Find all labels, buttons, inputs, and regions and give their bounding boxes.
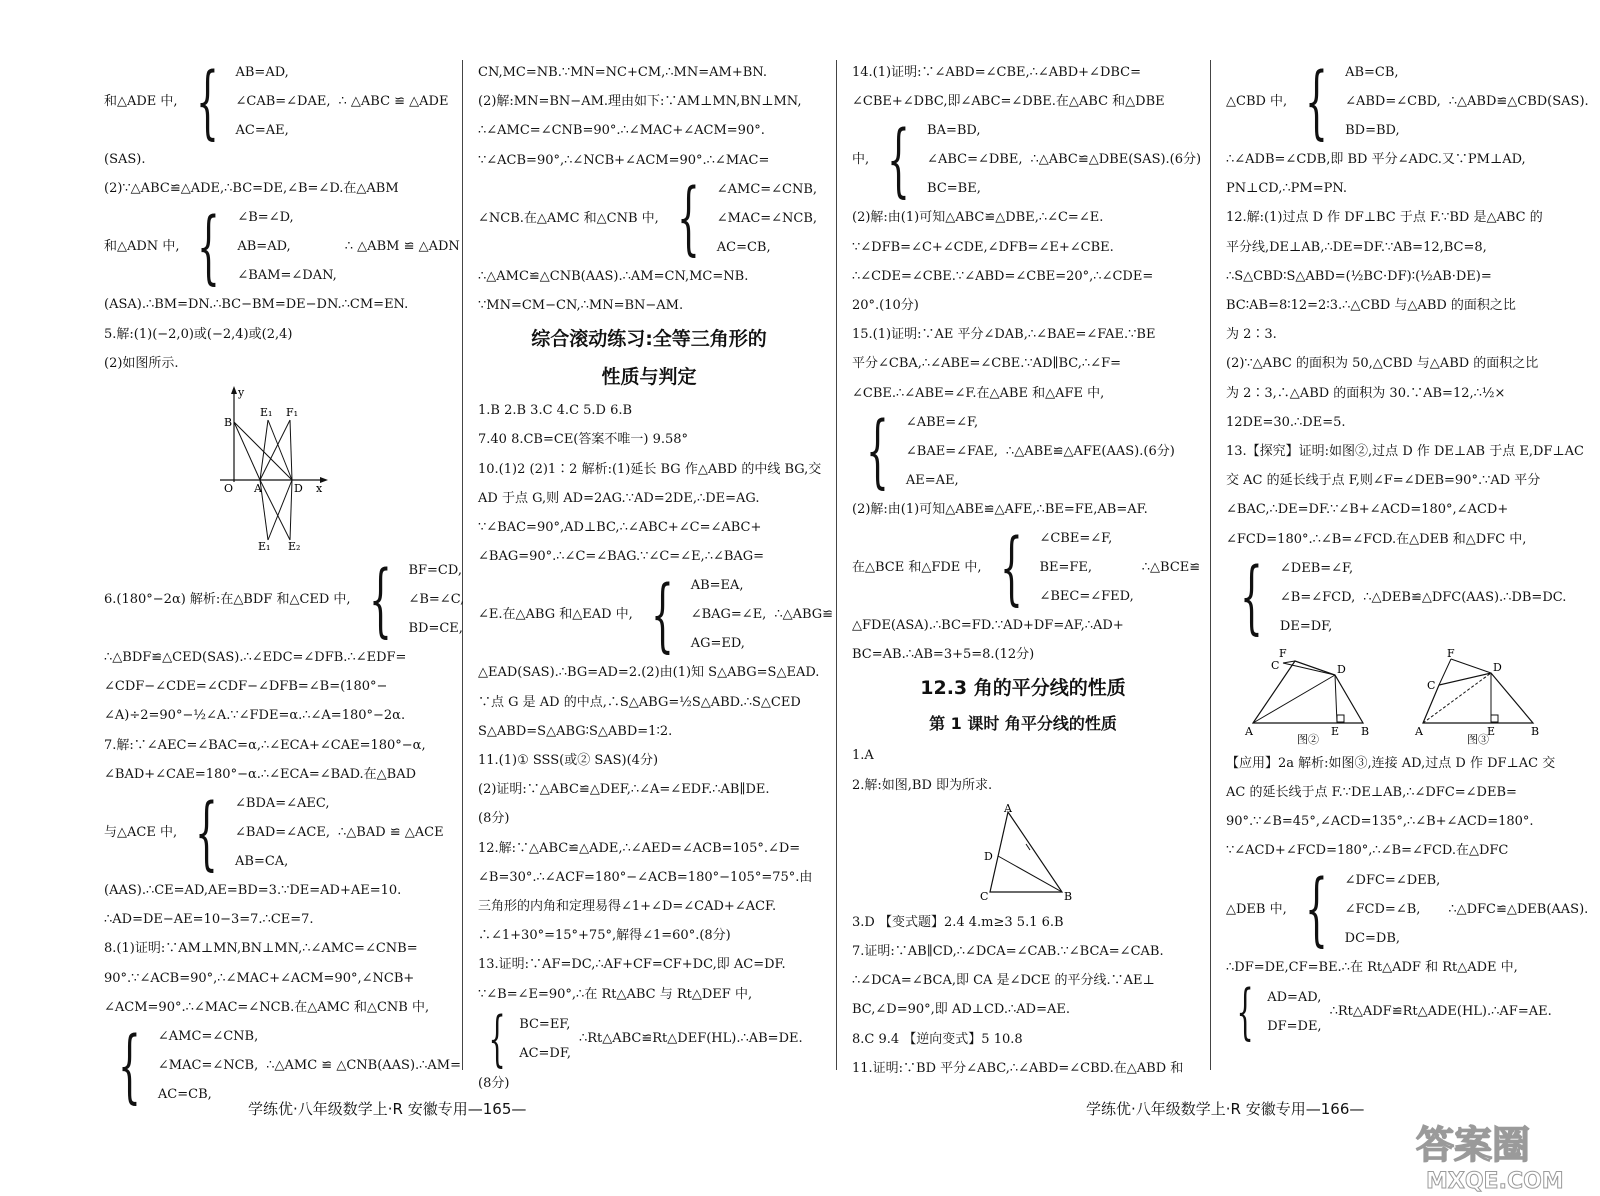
point-label: B [224,416,233,430]
point-label: B [1064,889,1073,903]
text-line: ∠E.在△ABG 和△EAD 中, [478,607,633,623]
lesson-heading: 第 1 课时 角平分线的性质 [929,714,1117,734]
equation-system [478,567,834,661]
system-row: ∠B=∠C, [408,592,465,608]
text-line: 和△ADE 中, [104,93,178,109]
text-line: ∵∠ACD+∠FCD=180°,∴∠B=∠FCD.在△DFC [1226,843,1509,859]
point-label: E₂ [288,540,301,554]
equation-system [104,552,465,646]
text-line: ∠A)÷2=90°−½∠A.∵∠FDE=α.∴∠A=180°−2α. [104,708,406,724]
watermark-logo [1410,1112,1586,1192]
brace: { [676,171,700,265]
point-label: A [1245,724,1253,738]
text-line: 中, [852,152,870,168]
text-line: (2)解:由(1)可知△ABE≌△AFE,∴BE=FE,AB=AF. [852,501,1148,517]
text-line: BC=AB.∴AB=3+5=8.(12分) [852,647,1035,663]
text-line: 三角形的内角和定理易得∠1+∠D=∠CAD+∠ACF. [478,899,777,915]
text-line: ∴△AMC≌△CNB(AAS).∴AM=CN,MC=NB. [478,268,749,284]
system-row: AB=AD, [235,65,289,80]
equation-system [478,171,820,265]
system-row: AB=CA, [235,854,289,870]
figure-caption: 图③ [1467,732,1489,746]
system-row: AC=AE, [235,123,289,138]
system-row: BD=BD, [1345,123,1400,138]
brace: { [195,54,219,148]
text-line: △EAD(SAS).∴BG=AD=2.(2)由(1)知 S△ABG=S△EAD. [478,665,820,681]
equation-system [478,1003,820,1074]
watermark-url: MXQE.COM [1426,1169,1564,1194]
system-row: ∠DFC=∠DEB, [1344,872,1441,888]
text-line: 和△ADN 中, [104,239,180,255]
text-line: 14.(1)证明:∵∠ABD=∠CBE,∴∠ABD+∠DBC= [852,65,1142,80]
system-row: ∠BEC=∠FED, [1039,589,1134,605]
page-footer-right: 学练优·八年级数学上·R 安徽专用—166— [1086,1100,1365,1118]
point-label: E [1487,724,1496,738]
system-row: ∠FCD=∠B, [1344,901,1421,917]
text-line: ∵∠ACB=90°,∴∠NCB+∠ACM=90°.∴∠MAC= [478,152,770,168]
system-row: ∠BAE=∠FAE, [905,443,998,459]
system-row: ∠ABE=∠F, [905,414,979,430]
system-row: ∠BDA=∠AEC, [235,796,330,812]
brace: { [195,785,219,879]
text-line: △DEB 中, [1226,901,1287,917]
text-line: BC∶AB=8∶12=2∶3.∴△CBD 与△ABD 的面积之比 [1226,298,1516,314]
text-line: ∴△BAD ≌ △ACE [338,824,444,840]
system-row: AG=ED, [690,636,745,652]
text-line: 为 2∶3,∴△ABD 的面积为 30.∵AB=12,∴½× [1226,385,1506,401]
point-label: A [254,482,262,496]
equation-system [104,785,446,879]
figure-row [1226,645,1570,745]
text-line: ∴△BCE≌ [1141,559,1201,575]
point-label: C [980,889,989,903]
text-line: ∴△DEB≌△DFC(AAS).∴DB=DC. [1363,589,1567,605]
text-line: 平分∠CBA,∴∠ABE=∠CBE.∵AD∥BC,∴∠F= [852,356,1121,372]
system-row: AC=DF, [519,1045,571,1061]
column-divider [836,60,837,1070]
text-line: ∠BAG=90°.∴∠C=∠BAG.∵∠C=∠E,∴∠BAG= [478,549,765,565]
brace: { [1236,976,1254,1047]
point-label: A [1004,801,1012,815]
column-4 [1226,54,1589,1078]
point-label: F [1279,646,1287,660]
text-line: ∴∠ADB=∠CDB,即 BD 平分∠ADC.又∵PM⊥AD, [1226,152,1526,167]
text-line: ∵∠BAC=90°,AD⊥BC,∴∠ABC+∠C=∠ABC+ [478,520,762,536]
point-label: D [1493,660,1502,674]
coordinate-figure [220,382,330,552]
text-line: 15.(1)证明:∵AE 平分∠DAB,∴∠BAE=∠FAE.∵BE [852,327,1156,343]
text-line: ∴DF=DE,CF=BE.∴在 Rt△ADF 和 Rt△ADE 中, [1226,959,1518,975]
text-line: △FDE(ASA).∴BC=FD.∵AD+DF=AF,∴AD+ [852,618,1124,634]
brace: { [368,552,392,646]
point-label: B [1531,724,1540,738]
section-heading: 12.3 角的平分线的性质 [920,677,1126,700]
text-line: ∠ACM=90°.∴∠MAC=∠NCB.在△AMC 和△CNB 中, [104,999,430,1015]
text-line: ∵MN=CM−CN,∴MN=BN−AM. [478,298,684,314]
text-line: (2)∵△ABC≌△ADE,∴BC=DE,∠B=∠D.在△ABM [104,181,399,197]
text-line: ∠NCB.在△AMC 和△CNB 中, [478,210,659,226]
system-row: DE=DF, [1279,618,1333,634]
text-line: ∴△ABE≌△AFE(AAS).(6分) [1005,443,1175,459]
system-row: ∠ABC=∠DBE, [927,152,1023,168]
text-line: 7.证明:∵AB∥CD,∴∠DCA=∠CAB.∵∠BCA=∠CAB. [852,944,1164,960]
triangle-figure [968,801,1078,904]
text-line: CN,MC=NB.∵MN=NC+CM,∴MN=AM+BN. [478,65,767,80]
system-row: AC=CB, [716,239,771,255]
system-row: AD=AD, [1267,989,1322,1005]
text-line: ∠FCD=180°.∴∠B=∠FCD.在△DEB 和△DFC 中, [1226,531,1527,547]
figure-caption: 图② [1297,732,1319,746]
text-line: 7.解:∵∠AEC=∠BAC=α,∴∠ECA+∠CAE=180°−α, [104,737,426,753]
text-line: 1.A [852,748,874,764]
system-row: BA=BD, [927,123,981,139]
text-line: ∴△ABC≌△DBE(SAS).(6分) [1030,152,1202,168]
text-line: PN⊥CD,∴PM=PN. [1226,181,1348,197]
text-line: ∴ △ABM ≌ △ADN [344,239,460,255]
section-heading: 综合滚动练习:全等三角形的 [531,328,767,351]
text-line: 10.(1)2 (2)1∶2 解析:(1)延长 BG 作△ABD 的中线 BG,交 [478,461,822,477]
text-line: ∵∠DFB=∠C+∠CDE,∠DFB=∠E+∠CBE. [852,239,1114,255]
axis-label: y [238,386,245,400]
system-row: ∠BAD=∠ACE, [235,825,330,841]
text-line: ∴∠CDE=∠CBE.∵∠ABD=∠CBE=20°,∴∠CDE= [852,268,1154,284]
brace: { [1305,54,1329,148]
brace: { [887,112,911,206]
text-line: 13.证明:∵AF=DC,∴AF+CF=CF+DC,即 AC=DF. [478,957,786,973]
text-line: 为 2∶3. [1226,327,1277,343]
equation-system [104,54,449,148]
text-line: 90°.∵∠ACB=90°,∴∠MAC+∠ACM=90°,∠NCB+ [104,970,415,986]
text-line: ∴Rt△ABC≌Rt△DEF(HL).∴AB=DE. [578,1031,803,1047]
column-divider [1210,60,1211,1070]
system-row: ∠CBE=∠F, [1039,531,1113,547]
text-line: ∵∠B=∠E=90°,∴在 Rt△ABC 与 Rt△DEF 中, [478,986,753,1002]
text-line: ∴∠DCA=∠BCA,即 CA 是∠DCE 的平分线.∵AE⊥ [852,973,1155,989]
text-line: ∴∠1+30°=15°+75°,解得∠1=60°.(8分) [478,928,731,944]
text-line: (2)如图所示. [104,355,179,371]
system-row: ∠MAC=∠NCB, [157,1058,259,1074]
text-line: (SAS). [104,152,146,167]
text-line: ∴△ABG≌ [774,607,834,623]
text-line: ∴△DFC≌△DEB(AAS). [1448,901,1589,917]
system-row: ∠CAB=∠DAE, [235,94,331,109]
system-row: ∠B=∠D, [237,210,294,226]
text-line: 8.C 9.4 【逆向变式】5 10.8 [852,1031,1023,1047]
text-line: (2)∵△ABC 的面积为 50,△CBD 与△ABD 的面积之比 [1226,356,1539,372]
point-label: D [1337,662,1346,676]
system-row: BF=CD, [408,563,462,579]
equation-system [1226,54,1589,148]
column-3 [852,58,1202,1078]
system-row: AB=CB, [1345,65,1399,80]
text-line: AD 于点 G,则 AD=2AG.∵AD=2DE,∴DE=AG. [478,490,760,506]
text-line: 13.【探究】证明:如图②,过点 D 作 DE⊥AB 于点 E,DF⊥AC [1226,444,1584,460]
text-line: ∠B=30°.∴∠ACF=180°−∠ACB=180°−105°=75°.由 [478,869,813,885]
point-label: O [224,482,234,496]
system-row: BE=FE, [1039,560,1093,576]
equation-system [852,404,1194,498]
text-line: ∴△ABD≌△CBD(SAS). [1448,93,1589,109]
column-2 [478,58,834,1091]
system-row: BD=CE, [408,621,463,637]
point-label: F₁ [286,406,299,420]
system-row: AB=AD, [237,239,291,255]
text-line: 8.(1)证明:∵AM⊥MN,BN⊥MN,∴∠AMC=∠CNB= [104,941,418,957]
text-line: (2)解:由(1)可知△ABC≌△DBE,∴∠C=∠E. [852,210,1104,226]
text-line: ∠CDF−∠CDE=∠CDF−∠DFB=∠B=(180°− [104,679,388,695]
point-label: D [294,482,303,496]
point-label: F [1447,646,1455,660]
system-row: BC=EF, [519,1016,571,1032]
text-line: 交 AC 的延长线于点 F,则∠F=∠DEB=90°.∵AD 平分 [1226,473,1541,489]
text-line: 11.(1)① SSS(或② SAS)(4分) [478,753,659,769]
point-label: B [1361,724,1370,738]
watermark-text: 答案圈 [1416,1123,1531,1167]
brace: { [117,1018,141,1112]
text-line: △CBD 中, [1226,93,1288,109]
text-line: 12DE=30.∴DE=5. [1226,414,1346,430]
text-line: AC 的延长线于点 F.∵DE⊥AB,∴∠DFC=∠DEB= [1226,785,1517,801]
point-label: A [1415,724,1423,738]
figure-3 [1413,645,1553,745]
text-line: 在△BCE 和△FDE 中, [852,559,982,575]
text-line: (ASA).∴BM=DN.∴BC−BM=DE−DN.∴CM=EN. [104,297,409,313]
system-row: ∠MAC=∠NCB, [716,210,818,226]
text-line: 与△ACE 中, [104,824,178,840]
text-line: 90°.∵∠B=45°,∠ACD=135°,∴∠B+∠ACD=180°. [1226,814,1534,830]
point-label: C [1271,658,1280,672]
text-line: ∴S△CBD∶S△ABD=(½BC·DF)∶(½AB·DE)= [1226,268,1492,284]
brace: { [999,520,1023,614]
text-line: 12.解:(1)过点 D 作 DF⊥BC 于点 F.∵BD 是△ABC 的 [1226,210,1543,226]
text-line: 5.解:(1)(−2,0)或(−2,4)或(2,4) [104,326,293,342]
system-row: ∠AMC=∠CNB, [716,181,818,197]
text-line: ∵点 G 是 AD 的中点,∴S△ABG=½S△ABD.∴S△CED [478,694,801,710]
text-line: BC,∠D=90°,即 AD⊥CD.∴AD=AE. [852,1002,1070,1018]
text-line: 11.证明:∵BD 平分∠ABC,∴∠ABD=∠CBD.在△ABD 和 [852,1060,1184,1076]
text-line: ∠BAC,∴DE=DF.∵∠B+∠ACD=180°,∠ACD+ [1226,502,1509,518]
text-line: (8分) [478,1075,510,1091]
text-line: (AAS).∴CE=AD,AE=BD=3.∵DE=AD+AE=10. [104,883,402,899]
point-label: D [984,849,993,863]
text-line: 1.B 2.B 3.C 4.C 5.D 6.B [478,403,633,419]
text-line: ∠CBE.∴∠ABE=∠F.在△ABE 和△AFE 中, [852,385,1105,401]
text-line: (2)证明:∵△ABC≌△DEF,∴∠A=∠EDF.∴AB∥DE. [478,782,770,798]
brace: { [1304,862,1328,956]
system-row: DC=DB, [1344,930,1401,946]
system-row: ∠DEB=∠F, [1279,560,1354,576]
equation-system [852,520,1201,614]
text-line: ∴△AMC ≌ △CNB(AAS).∴AM= [266,1057,462,1073]
text-line: ∴Rt△ADF≌Rt△ADE(HL).∴AF=AE. [1329,1004,1552,1020]
brace: { [197,199,221,293]
text-line: S△ABD=S△ABG∶S△ABD=1∶2. [478,723,673,739]
text-line: (8分) [478,811,510,827]
system-row: BC=BE, [927,181,981,197]
point-label: E₁ [258,540,271,554]
text-line: ∴AD=DE−AE=10−3=7.∴CE=7. [104,912,314,928]
brace: { [865,404,889,498]
brace: { [1239,550,1263,644]
system-row: ∠B=∠FCD, [1279,589,1356,605]
text-line: (2)解:MN=BN−AM.理由如下:∵AM⊥MN,BN⊥MN, [478,94,802,110]
text-line: ∠CBE+∠DBC,即∠ABC=∠DBE.在△ABC 和△DBE [852,94,1165,110]
system-row: ∠BAG=∠E, [690,607,767,623]
point-label: C [1427,678,1436,692]
system-row: DF=DE, [1267,1018,1322,1034]
point-label: E [1331,724,1340,738]
brace: { [650,567,674,661]
figure-2 [1243,645,1383,745]
text-line: 20°.(10分) [852,298,919,314]
system-row: AE=AE, [905,472,959,488]
system-row: ∠AMC=∠CNB, [157,1029,259,1045]
equation-system [104,199,460,293]
system-row: ∠ABD=∠CBD, [1345,94,1441,109]
text-line: 3.D 【变式题】2.4 4.m≥3 5.1 6.B [852,914,1064,930]
page-footer-left: 学练优·八年级数学上·R 安徽专用—165— [248,1100,527,1118]
axis-label: x [316,482,323,496]
text-line: 【应用】2a 解析:如图③,连接 AD,过点 D 作 DF⊥AC 交 [1226,755,1556,771]
brace: { [488,1003,506,1074]
system-row: ∠BAM=∠DAN, [237,268,337,284]
system-row: AB=EA, [690,578,744,594]
equation-system [1226,862,1589,956]
text-line: 7.40 8.CB=CE(答案不唯一) 9.58° [478,432,689,448]
equation-system [1226,550,1570,644]
text-line: 平分线,DE⊥AB,∴DE=DF.∵AB=12,BC=8, [1226,239,1487,255]
text-line: ∴ △ABC ≌ △ADE [338,93,449,109]
text-line: ∴∠AMC=∠CNB=90°.∴∠MAC+∠ACM=90°. [478,123,765,139]
equation-system [852,112,1202,206]
system-row: AC=CB, [157,1087,212,1103]
point-label: E₁ [260,406,273,420]
section-heading: 性质与判定 [601,366,697,389]
text-line: ∠BAD+∠CAE=180°−α.∴∠ECA=∠BAD.在△BAD [104,766,417,782]
text-line: ∴△BDF≌△CED(SAS).∴∠EDC=∠DFB.∴∠EDF= [104,650,407,666]
equation-system [1226,976,1570,1047]
text-line: 2.解:如图,BD 即为所求. [852,777,993,793]
text-line: 12.解:∵△ABC≌△ADE,∴∠AED=∠ACB=105°.∠D= [478,840,801,856]
text-line: 6.(180°−2α) 解析:在△BDF 和△CED 中, [104,591,351,607]
